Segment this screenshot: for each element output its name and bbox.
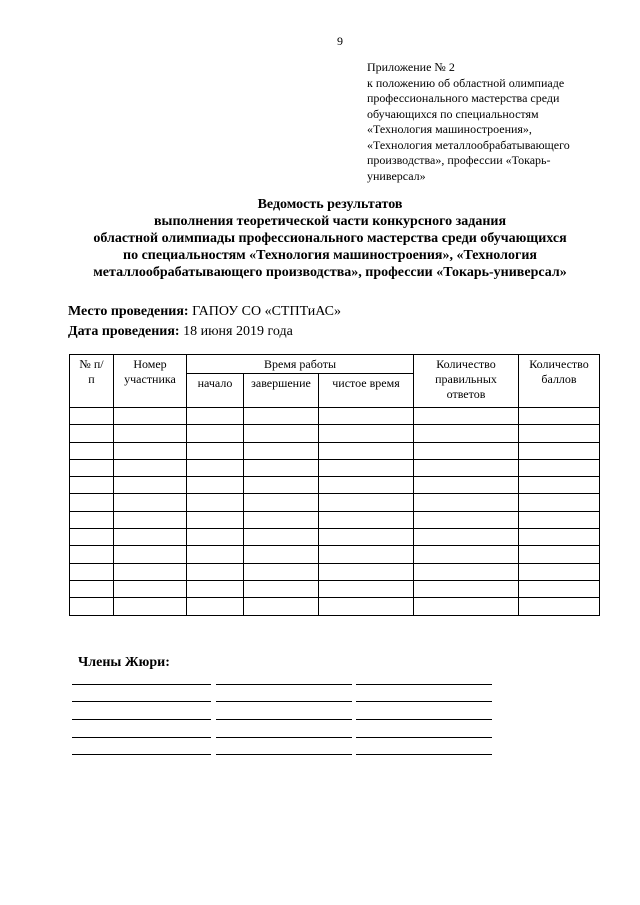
venue-line bbox=[68, 304, 341, 320]
signature-line[interactable] bbox=[356, 684, 492, 685]
table-cell[interactable] bbox=[70, 408, 114, 425]
table-cell[interactable] bbox=[244, 425, 319, 442]
signature-line[interactable] bbox=[216, 737, 352, 738]
table-cell[interactable] bbox=[244, 459, 319, 476]
table-cell[interactable] bbox=[414, 511, 519, 528]
table-cell[interactable] bbox=[70, 529, 114, 546]
appendix-line: профессионального мастерства среди bbox=[367, 91, 560, 105]
table-cell[interactable] bbox=[519, 408, 600, 425]
document-title bbox=[40, 196, 620, 281]
signature-line[interactable] bbox=[356, 737, 492, 738]
table-cell[interactable] bbox=[187, 598, 244, 615]
table-cell[interactable] bbox=[414, 598, 519, 615]
table-cell[interactable] bbox=[414, 580, 519, 597]
table-row bbox=[70, 598, 600, 615]
jury-label: Члены Жюри: bbox=[78, 655, 170, 670]
table-cell[interactable] bbox=[519, 529, 600, 546]
table-cell[interactable] bbox=[114, 425, 187, 442]
table-row bbox=[70, 529, 600, 546]
table-cell[interactable] bbox=[187, 459, 244, 476]
table-cell[interactable] bbox=[414, 477, 519, 494]
table-cell[interactable] bbox=[187, 529, 244, 546]
table-cell[interactable] bbox=[244, 598, 319, 615]
appendix-line: производства», профессии «Токарь- bbox=[367, 153, 551, 167]
table-cell[interactable] bbox=[187, 425, 244, 442]
title-line: выполнения теоретической части конкурсного задания bbox=[153, 214, 507, 229]
signature-line[interactable] bbox=[72, 754, 211, 755]
table-cell[interactable] bbox=[114, 494, 187, 511]
table-cell[interactable] bbox=[187, 511, 244, 528]
date-line bbox=[68, 324, 293, 340]
table-cell[interactable] bbox=[187, 580, 244, 597]
table-row bbox=[70, 408, 600, 425]
table-cell[interactable] bbox=[519, 494, 600, 511]
header-start: начало bbox=[187, 374, 244, 408]
appendix-line: обучающихся по специальностям bbox=[367, 106, 539, 121]
header-correct-answers: Количество правильных ответов bbox=[414, 355, 519, 408]
date-value: 18 июня 2019 года bbox=[179, 324, 293, 339]
table-cell[interactable] bbox=[244, 511, 319, 528]
table-cell[interactable] bbox=[244, 529, 319, 546]
table-cell[interactable] bbox=[244, 546, 319, 563]
signature-line[interactable] bbox=[72, 737, 211, 738]
table-cell[interactable] bbox=[114, 563, 187, 580]
table-cell[interactable] bbox=[70, 563, 114, 580]
signature-line[interactable] bbox=[216, 754, 352, 755]
page-number: 9 bbox=[337, 34, 343, 48]
table-cell[interactable] bbox=[114, 408, 187, 425]
table-row bbox=[70, 477, 600, 494]
signature-line[interactable] bbox=[356, 719, 492, 720]
header-num: № п/п bbox=[70, 355, 114, 408]
table-cell[interactable] bbox=[519, 546, 600, 563]
table-cell[interactable] bbox=[244, 563, 319, 580]
table-row bbox=[70, 494, 600, 511]
signature-line[interactable] bbox=[216, 684, 352, 685]
signature-line[interactable] bbox=[356, 701, 492, 702]
table-row bbox=[70, 425, 600, 442]
header-participant: Номер участника bbox=[114, 355, 187, 408]
signature-line[interactable] bbox=[216, 719, 352, 720]
table-cell[interactable] bbox=[319, 425, 414, 442]
table-cell[interactable] bbox=[70, 511, 114, 528]
table-cell[interactable] bbox=[414, 546, 519, 563]
table-cell[interactable] bbox=[70, 459, 114, 476]
table-cell[interactable] bbox=[319, 459, 414, 476]
table-cell[interactable] bbox=[519, 425, 600, 442]
table-cell[interactable] bbox=[70, 598, 114, 615]
table-cell[interactable] bbox=[319, 477, 414, 494]
table-cell[interactable] bbox=[319, 511, 414, 528]
table-cell[interactable] bbox=[319, 563, 414, 580]
table-cell[interactable] bbox=[319, 442, 414, 459]
table-cell[interactable] bbox=[70, 425, 114, 442]
table-cell[interactable] bbox=[187, 408, 244, 425]
table-cell[interactable] bbox=[114, 511, 187, 528]
table-cell[interactable] bbox=[414, 425, 519, 442]
header-net-time: чистое время bbox=[319, 374, 414, 408]
table-cell[interactable] bbox=[319, 546, 414, 563]
table-cell[interactable] bbox=[519, 511, 600, 528]
table-cell[interactable] bbox=[70, 580, 114, 597]
table-row bbox=[70, 580, 600, 597]
appendix-line: Приложение № 2 bbox=[367, 60, 455, 74]
signature-line[interactable] bbox=[72, 684, 211, 685]
table-cell[interactable] bbox=[519, 442, 600, 459]
table-cell[interactable] bbox=[114, 546, 187, 563]
table-cell[interactable] bbox=[187, 494, 244, 511]
table-cell[interactable] bbox=[319, 529, 414, 546]
table-cell[interactable] bbox=[244, 580, 319, 597]
table-cell[interactable] bbox=[187, 442, 244, 459]
table-cell[interactable] bbox=[70, 442, 114, 459]
venue-label: Место проведения: bbox=[68, 304, 189, 319]
table-cell[interactable] bbox=[414, 459, 519, 476]
date-label: Дата проведения: bbox=[68, 324, 180, 339]
table-cell[interactable] bbox=[319, 494, 414, 511]
table-row bbox=[70, 511, 600, 528]
signature-line[interactable] bbox=[356, 754, 492, 755]
table-cell[interactable] bbox=[114, 459, 187, 476]
title-line: по специальностям «Технология машиностроения», «Технология bbox=[123, 248, 537, 263]
table-cell[interactable] bbox=[187, 477, 244, 494]
table-cell[interactable] bbox=[519, 598, 600, 615]
table-cell[interactable] bbox=[70, 546, 114, 563]
table-cell[interactable] bbox=[319, 408, 414, 425]
venue-value: ГАПОУ СО «СТПТиАС» bbox=[188, 304, 342, 319]
table-cell[interactable] bbox=[319, 580, 414, 597]
table-row bbox=[70, 459, 600, 476]
appendix-line: «Технология машиностроения», bbox=[367, 122, 532, 136]
header-work-time: Время работы bbox=[187, 355, 414, 374]
table-cell[interactable] bbox=[70, 494, 114, 511]
table-cell[interactable] bbox=[114, 442, 187, 459]
table-cell[interactable] bbox=[519, 459, 600, 476]
table-cell[interactable] bbox=[244, 477, 319, 494]
table-row bbox=[70, 546, 600, 563]
table-cell[interactable] bbox=[519, 563, 600, 580]
table-cell[interactable] bbox=[519, 477, 600, 494]
table-cell[interactable] bbox=[414, 563, 519, 580]
table-row bbox=[70, 442, 600, 459]
table-cell[interactable] bbox=[114, 529, 187, 546]
table-cell[interactable] bbox=[414, 529, 519, 546]
title-line: металлообрабатывающего производства», профессии «Токарь-универсал» bbox=[93, 265, 567, 280]
table-cell[interactable] bbox=[187, 546, 244, 563]
appendix-line: к положению об областной олимпиаде bbox=[367, 75, 565, 90]
results-table bbox=[69, 354, 600, 616]
header-points: Количество баллов bbox=[519, 355, 600, 408]
title-line: областной олимпиады профессионального мастерства среди обучающихся bbox=[93, 231, 567, 246]
table-cell[interactable] bbox=[244, 442, 319, 459]
table-cell[interactable] bbox=[414, 442, 519, 459]
table-cell[interactable] bbox=[114, 580, 187, 597]
table-cell[interactable] bbox=[244, 408, 319, 425]
table-cell[interactable] bbox=[319, 598, 414, 615]
table-cell[interactable] bbox=[70, 477, 114, 494]
table-row bbox=[70, 563, 600, 580]
header-end: завершение bbox=[244, 374, 319, 408]
table-cell[interactable] bbox=[114, 598, 187, 615]
table-cell[interactable] bbox=[414, 494, 519, 511]
appendix-note bbox=[367, 60, 617, 184]
table-cell[interactable] bbox=[519, 580, 600, 597]
signature-line[interactable] bbox=[216, 701, 352, 702]
signature-line[interactable] bbox=[72, 701, 211, 702]
table-cell[interactable] bbox=[414, 408, 519, 425]
appendix-line: универсал» bbox=[367, 168, 426, 183]
table-cell[interactable] bbox=[187, 563, 244, 580]
signature-line[interactable] bbox=[72, 719, 211, 720]
title-line: Ведомость результатов bbox=[257, 197, 403, 212]
table-cell[interactable] bbox=[244, 494, 319, 511]
appendix-line: «Технология металлообрабатывающего bbox=[367, 137, 570, 152]
table-cell[interactable] bbox=[114, 477, 187, 494]
